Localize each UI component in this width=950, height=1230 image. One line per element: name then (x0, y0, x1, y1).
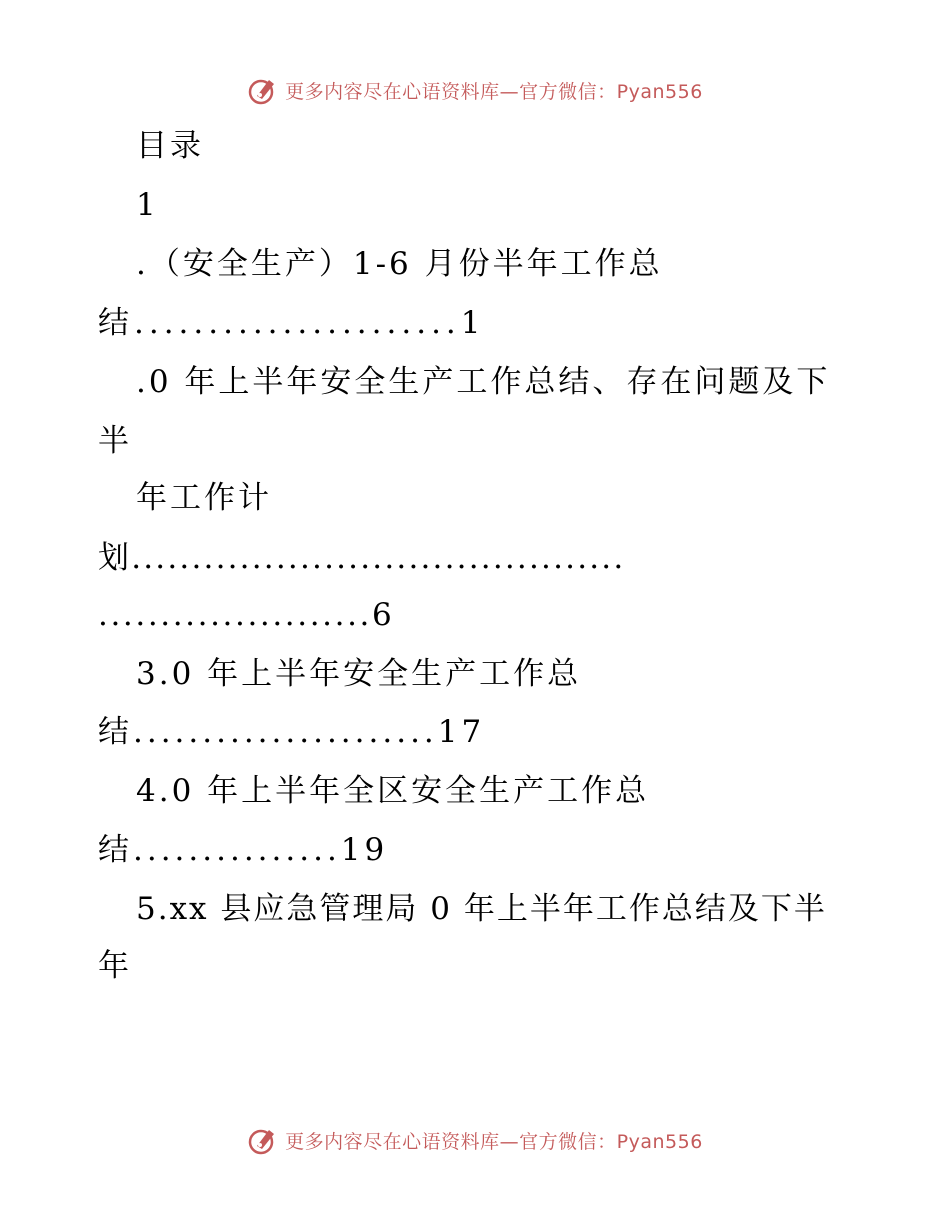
toc-line: 年工作计 (136, 480, 272, 516)
toc-line: 年 (98, 948, 132, 984)
toc-line: 4.0 年上半年全区安全生产工作总 (136, 773, 650, 809)
pen-nib-logo-icon (247, 74, 279, 106)
toc-line: 结...............19 (98, 832, 389, 868)
toc-line: 结......................1 (98, 305, 486, 341)
footer-watermark-banner (0, 1120, 950, 1160)
toc-line: 5.xx 县应急管理局 0 年上半年工作总结及下半 (136, 891, 827, 927)
toc-line: 3.0 年上半年安全生产工作总 (136, 656, 582, 692)
pen-nib-logo-icon (247, 1124, 279, 1156)
toc-line: .（安全生产）1-6 月份半年工作总 (136, 246, 663, 282)
header-watermark-text: 更多内容尽在心语资料库—官方微信：Pyan556 (285, 80, 703, 103)
footer-watermark-text: 更多内容尽在心语资料库—官方微信：Pyan556 (285, 1130, 703, 1153)
toc-line: 划......................................... (98, 540, 626, 576)
toc-line: 结......................17 (98, 714, 486, 750)
header-watermark-banner (0, 70, 950, 110)
toc-line: 1 (136, 187, 159, 223)
toc-line: .0 年上半年安全生产工作总结、存在问题及下 (136, 364, 831, 400)
toc-line: 半 (98, 423, 132, 459)
toc-title: 目录 (136, 128, 204, 164)
toc-line: ......................6 (98, 597, 395, 633)
